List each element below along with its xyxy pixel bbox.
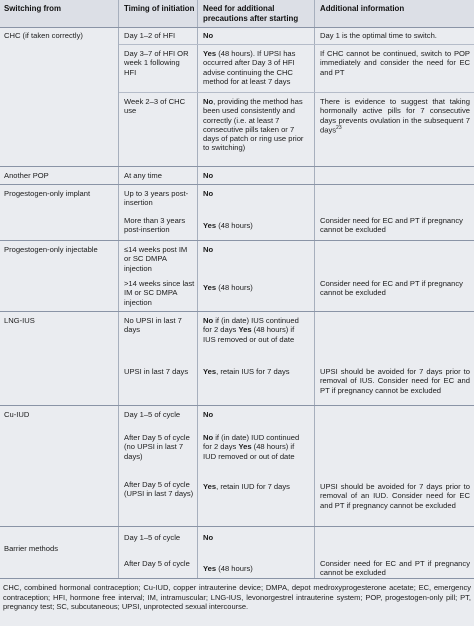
lngius-need-2-bold: Yes: [203, 367, 217, 376]
row-divider: [0, 405, 474, 406]
injectable-timing-1: ≤14 weeks post IM or SC DMPA injection: [124, 245, 188, 273]
column-divider: [197, 0, 198, 578]
barrier-need-2-bold: Yes: [203, 564, 217, 573]
row-divider: [0, 240, 474, 241]
row-divider: [0, 166, 474, 167]
group-pop-label: Another POP: [4, 171, 49, 180]
chc-need-2: [203, 49, 311, 86]
table-header-row: [0, 0, 474, 27]
chc-info-3-text: There is evidence to suggest that taking hormonally active pills for 7 consecutive days prevents ovulation in the subsequent 7 days: [320, 97, 470, 135]
lngius-info-2: UPSI should be avoided for 7 days prior to removal of IUS. Consider need for EC and PT if pregnancy cannot be excluded: [320, 367, 470, 395]
chc-timing-1: Day 1–2 of HFI: [124, 31, 176, 40]
chc-need-2-rest: (48 hours). If UPSI has occurred after Day 3 of HFI advise continuing the CHC method for at least 7 days: [203, 49, 296, 86]
lngius-need-2-rest: , retain IUS for 7 days: [216, 367, 290, 376]
chc-need-2-bold: Yes: [203, 49, 217, 58]
row-divider: [0, 311, 474, 312]
implant-timing-1: Up to 3 years post-insertion: [124, 189, 189, 208]
sub-row-divider: [119, 92, 474, 93]
group-injectable-label: Progestogen-only injectable: [4, 245, 98, 254]
column-divider: [118, 0, 119, 578]
cuiud-need-2-rest: (48 hours) if IUD removed or out of date: [203, 442, 295, 461]
chc-need-1: No: [203, 31, 214, 40]
implant-need-1: No: [203, 189, 214, 198]
cuiud-timing-1: Day 1–5 of cycle: [124, 410, 181, 419]
lngius-timing-2: UPSI in last 7 days: [124, 367, 189, 376]
chc-info-3-ref: 23: [336, 124, 342, 131]
injectable-info-2: Consider need for EC and PT if pregnancy cannot be excluded: [320, 279, 463, 298]
header-switching-from: Switching from: [4, 4, 61, 13]
header-need-precautions: Need for additional precautions after starting: [203, 4, 299, 23]
barrier-info-2: Consider need for EC and PT if pregnancy cannot be excluded: [320, 559, 470, 578]
lngius-need-1: [203, 316, 303, 344]
cuiud-info-3: UPSI should be avoided for 7 days prior to removal of an IUD. Consider need for EC and PT if pregnancy cannot be excluded: [320, 482, 470, 510]
barrier-need-2-rest: (48 hours): [216, 564, 253, 573]
column-divider: [314, 0, 315, 578]
group-lngius-label: LNG-IUS: [4, 316, 35, 325]
group-barrier-label: Barrier methods: [4, 544, 59, 553]
implant-need-2: [203, 221, 311, 230]
header-additional-info: Additional information: [320, 4, 405, 13]
chc-need-3-bold: No: [203, 97, 214, 106]
cuiud-need-3-bold: Yes: [203, 482, 217, 491]
chc-info-3: [320, 97, 470, 135]
cuiud-timing-2: After Day 5 of cycle (no UPSI in last 7 days): [124, 433, 190, 461]
table-bottom-border: [0, 578, 474, 579]
cuiud-need-3: [203, 482, 303, 491]
implant-need-2-rest: (48 hours): [216, 221, 253, 230]
cuiud-need-2: [203, 433, 303, 461]
injectable-timing-2: >14 weeks since last IM or SC DMPA injection: [124, 279, 195, 307]
cuiud-need-2-bold-a: No: [203, 433, 214, 442]
barrier-need-1: No: [203, 533, 214, 542]
header-timing: Timing of initiation: [124, 4, 195, 13]
implant-info-2: Consider need for EC and PT if pregnancy cannot be excluded: [320, 216, 463, 235]
injectable-need-1: No: [203, 245, 214, 254]
chc-need-3-rest: , providing the method has been used consistently and correctly (i.e. at least 7 consecutive pills taken or 7 days of patch or ring use prior to switching): [203, 97, 304, 153]
lngius-need-1-rest: (48 hours) if IUS removed or out of date: [203, 325, 295, 344]
lngius-timing-1: No UPSI in last 7 days: [124, 316, 182, 335]
row-divider: [0, 526, 474, 527]
injectable-need-2: [203, 283, 311, 292]
group-implant-label: Progestogen-only implant: [4, 189, 91, 198]
chc-info-2: If CHC cannot be continued, switch to POP immediately and consider the need for EC and PT: [320, 49, 470, 77]
cuiud-need-2-mid: if (in date) IUD continued for 2 days: [203, 433, 300, 452]
pop-need: No: [203, 171, 214, 180]
row-divider: [0, 27, 474, 28]
cuiud-need-2-bold-b: Yes: [238, 442, 252, 452]
lngius-need-1-bold-b: Yes: [238, 325, 252, 335]
barrier-need-2: [203, 564, 311, 573]
cuiud-need-3-rest: , retain IUD for 7 days: [216, 482, 290, 491]
injectable-need-2-rest: (48 hours): [216, 283, 253, 292]
pop-timing: At any time: [124, 171, 162, 180]
chc-need-3: [203, 97, 311, 153]
lngius-need-2: [203, 367, 303, 376]
injectable-need-2-bold: Yes: [203, 283, 217, 292]
chc-info-1: Day 1 is the optimal time to switch.: [320, 31, 437, 40]
implant-timing-2: More than 3 years post-insertion: [124, 216, 186, 235]
row-divider: [0, 184, 474, 185]
lngius-need-1-mid: if (in date) IUS continued for 2 days: [203, 316, 299, 335]
chc-timing-3: Week 2–3 of CHC use: [124, 97, 186, 116]
cuiud-need-1: No: [203, 410, 214, 419]
implant-need-2-bold: Yes: [203, 221, 217, 230]
group-cuiud-label: Cu-IUD: [4, 410, 30, 419]
barrier-timing-2: After Day 5 of cycle: [124, 559, 190, 568]
barrier-timing-1: Day 1–5 of cycle: [124, 533, 181, 542]
chc-timing-2: Day 3–7 of HFI OR week 1 following HFI: [124, 49, 189, 77]
abbreviations-footnote: CHC, combined hormonal contraception; Cu-IUD, copper intrauterine device; DMPA, depot medroxyprogesterone acetate; EC, emergency contraception; HFI, hormone free interval; IM, intramuscular; LNG-IUS, levonorgestrel intrauterine system; POP, progestogen-only pill; PT, pregnancy test; SC, subcutaneous; UPSI, unprotected sexual intercourse.: [3, 583, 471, 612]
group-chc-label: CHC (if taken correctly): [4, 31, 83, 40]
lngius-need-1-bold-a: No: [203, 316, 214, 325]
cuiud-timing-3: After Day 5 of cycle (UPSI in last 7 days): [124, 480, 194, 499]
sub-row-divider: [119, 44, 474, 45]
